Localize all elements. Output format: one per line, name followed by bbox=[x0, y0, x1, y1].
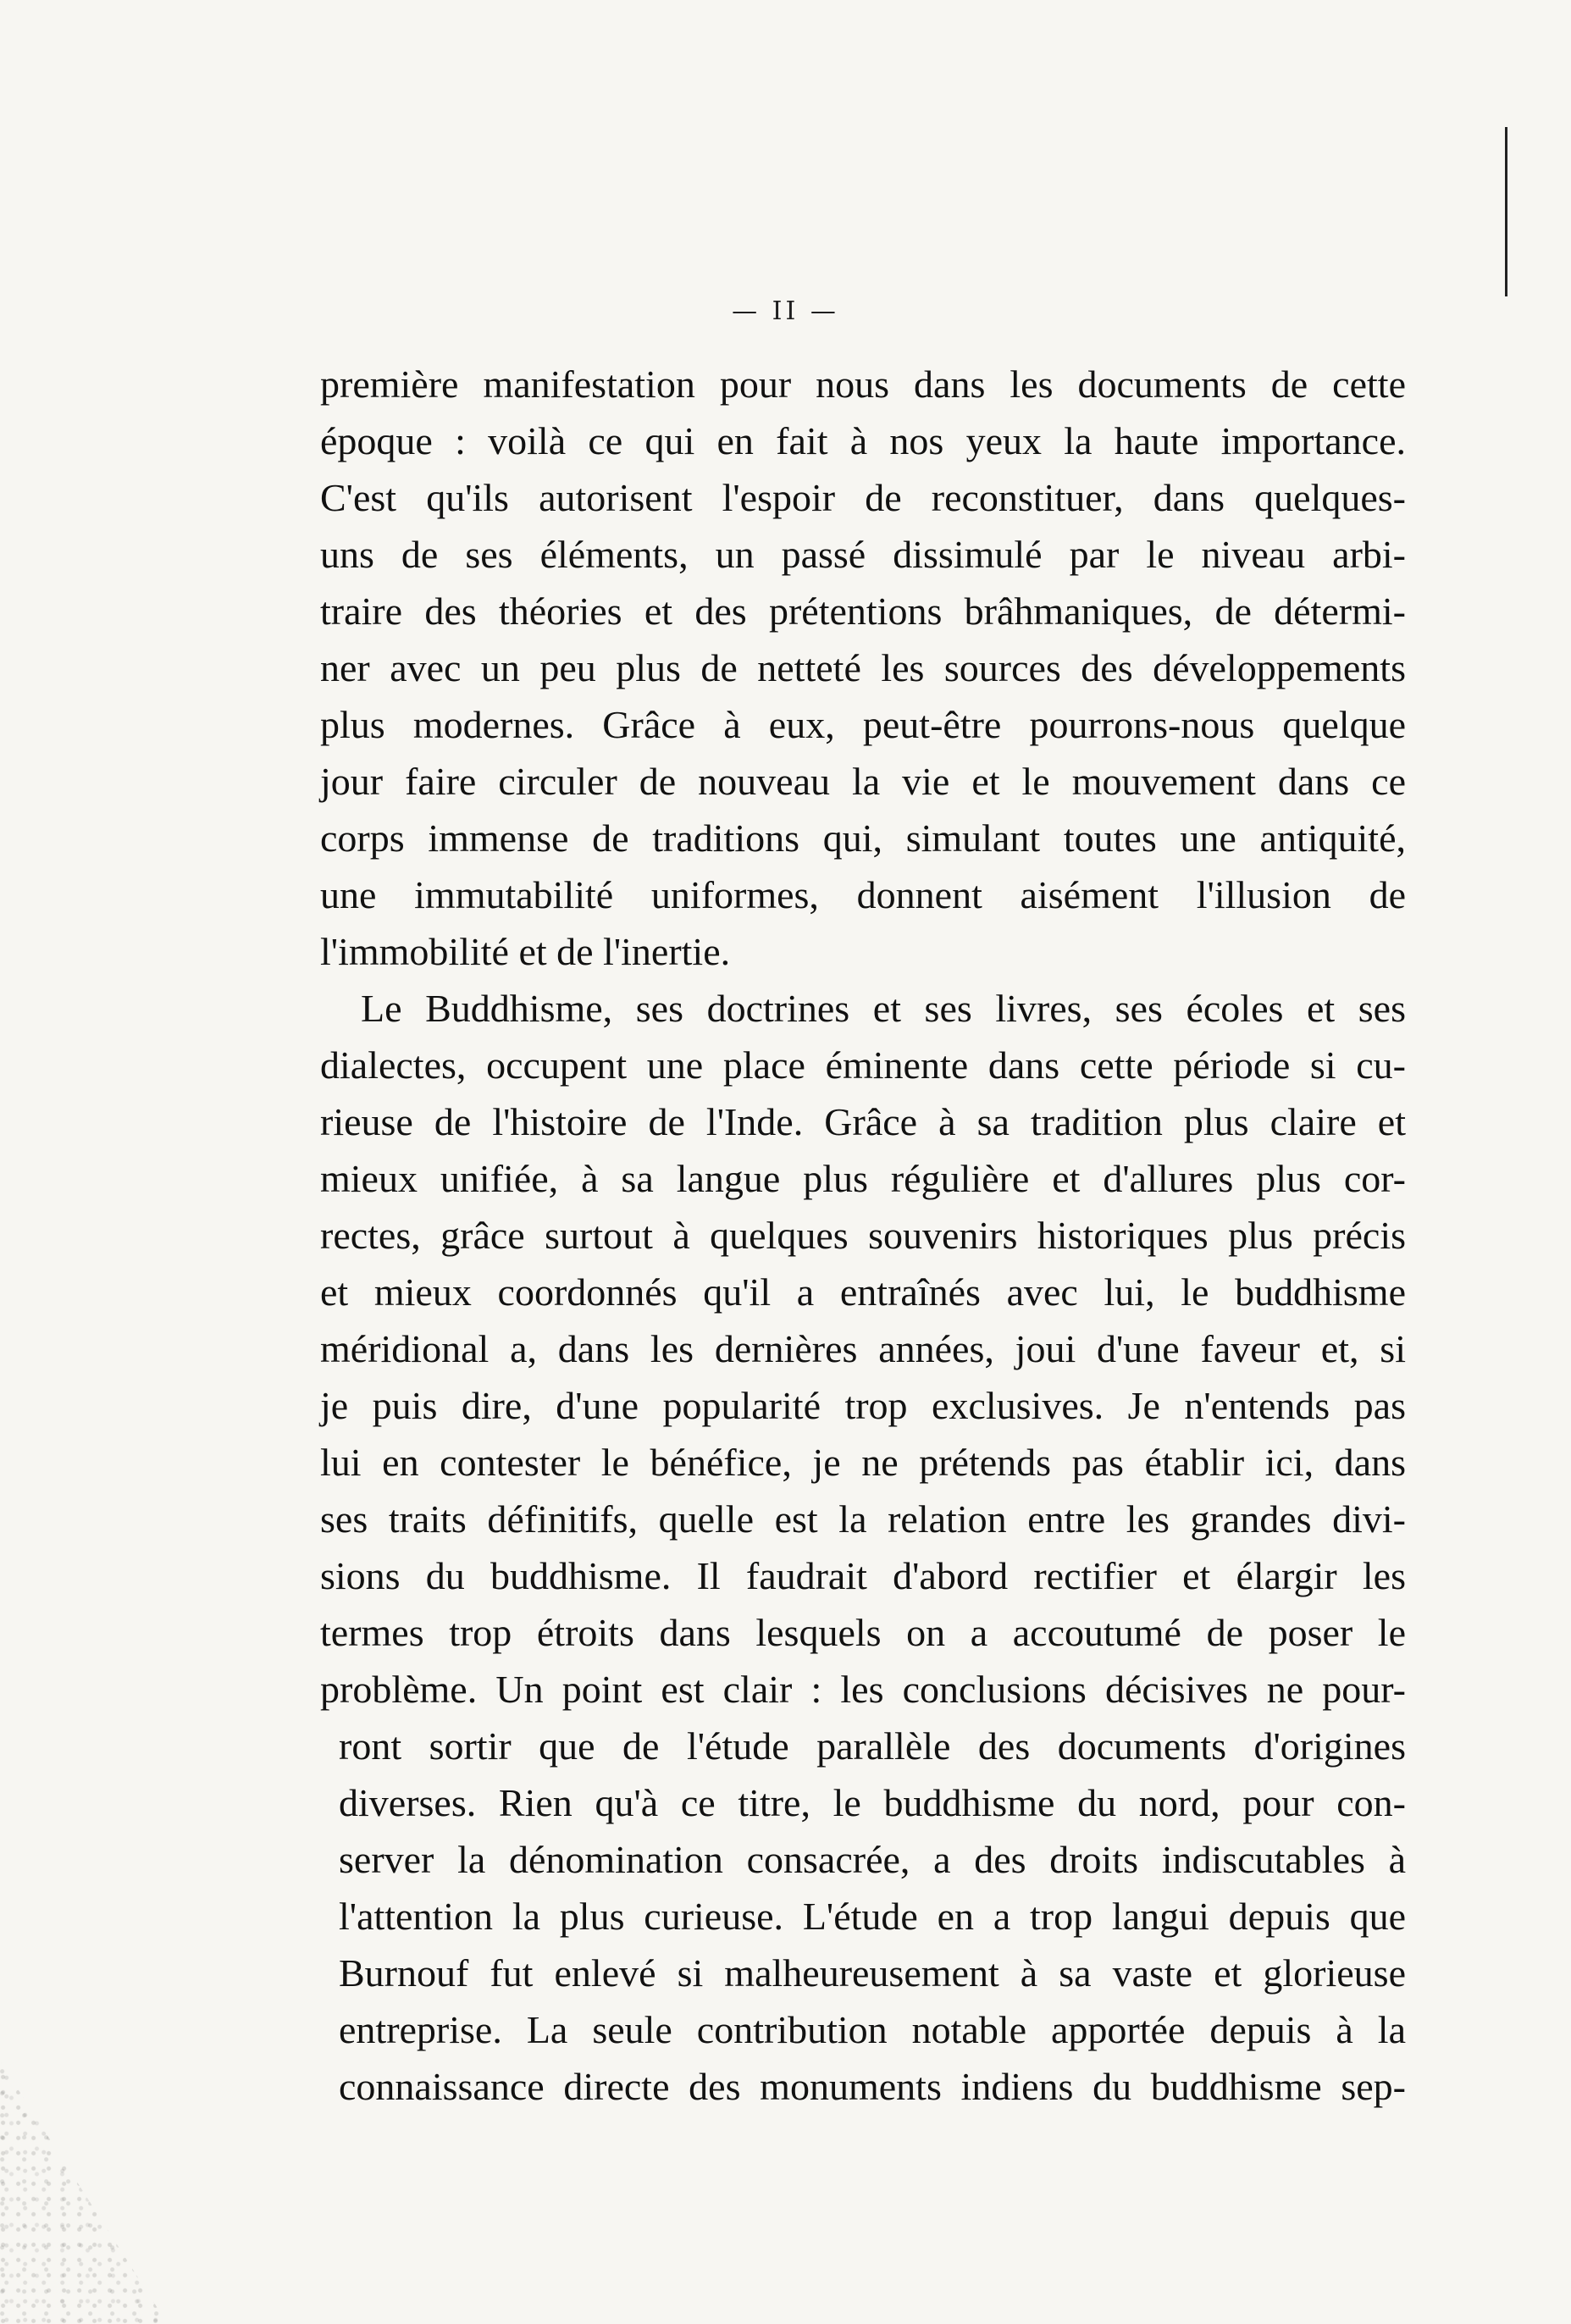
text-line: sions du buddhisme. Il faudrait d'abord rectifier et élargir les bbox=[320, 1554, 1406, 1597]
text-line: traire des théories et des prétentions brâhmaniques, de détermi- bbox=[320, 589, 1406, 633]
text-line: l'attention la plus curieuse. L'étude en a trop langui depuis que bbox=[339, 1895, 1406, 1938]
paragraph-end-line: l'immobilité et de l'inertie. bbox=[320, 930, 731, 973]
text-line: ner avec un peu plus de netteté les sources des développements bbox=[320, 646, 1406, 689]
text-line: entreprise. La seule contribution notable apportée depuis à la bbox=[339, 2008, 1406, 2051]
text-line: dialectes, occupent une place éminente dans cette période si cu- bbox=[320, 1043, 1406, 1087]
text-line: connaissance directe des monuments indiens du buddhisme sep- bbox=[339, 2065, 1406, 2108]
text-line: je puis dire, d'une popularité trop exclusives. Je n'entends pas bbox=[320, 1384, 1406, 1427]
text-line: époque : voilà ce qui en fait à nos yeux la haute importance. bbox=[320, 419, 1406, 462]
text-line: rectes, grâce surtout à quelques souvenirs historiques plus précis bbox=[320, 1214, 1406, 1257]
text-line: problème. Un point est clair : les conclusions décisives ne pour- bbox=[320, 1668, 1406, 1711]
scan-edge-mark bbox=[1505, 127, 1507, 296]
text-line: rieuse de l'histoire de l'Inde. Grâce à sa tradition plus claire et bbox=[320, 1100, 1406, 1143]
text-line: première manifestation pour nous dans les documents de cette bbox=[320, 362, 1406, 406]
text-line: ses traits définitifs, quelle est la relation entre les grandes divi- bbox=[320, 1497, 1406, 1541]
text-line: diverses. Rien qu'à ce titre, le buddhisme du nord, pour con- bbox=[339, 1781, 1406, 1824]
text-line: uns de ses éléments, un passé dissimulé par le niveau arbi- bbox=[320, 533, 1406, 576]
paragraph-start-line: Le Buddhisme, ses doctrines et ses livres, ses écoles et ses bbox=[361, 987, 1406, 1030]
body-text bbox=[320, 356, 1406, 2115]
text-line: C'est qu'ils autorisent l'espoir de reconstituer, dans quelques- bbox=[320, 476, 1406, 519]
text-line: mieux unifiée, à sa langue plus régulière et d'allures plus cor- bbox=[320, 1157, 1406, 1200]
text-line: ront sortir que de l'étude parallèle des documents d'origines bbox=[339, 1724, 1406, 1768]
text-line: et mieux coordonnés qu'il a entraînés avec lui, le buddhisme bbox=[320, 1270, 1406, 1314]
text-line: termes trop étroits dans lesquels on a accoutumé de poser le bbox=[320, 1611, 1406, 1654]
text-line: méridional a, dans les dernières années, joui d'une faveur et, si bbox=[320, 1327, 1406, 1370]
page-number: — II — bbox=[732, 296, 839, 326]
text-line: lui en contester le bénéfice, je ne prétends pas établir ici, dans bbox=[320, 1441, 1406, 1484]
text-line: jour faire circuler de nouveau la vie et le mouvement dans ce bbox=[320, 760, 1406, 803]
text-line: une immutabilité uniformes, donnent aisément l'illusion de bbox=[320, 873, 1406, 916]
text-line: server la dénomination consacrée, a des droits indiscutables à bbox=[339, 1838, 1406, 1881]
scan-noise bbox=[0, 1973, 305, 2324]
text-line: corps immense de traditions qui, simulant toutes une antiquité, bbox=[320, 816, 1406, 860]
text-line: plus modernes. Grâce à eux, peut-être pourrons-nous quelque bbox=[320, 703, 1406, 746]
text-line: Burnouf fut enlevé si malheureusement à sa vaste et glorieuse bbox=[339, 1951, 1406, 1995]
